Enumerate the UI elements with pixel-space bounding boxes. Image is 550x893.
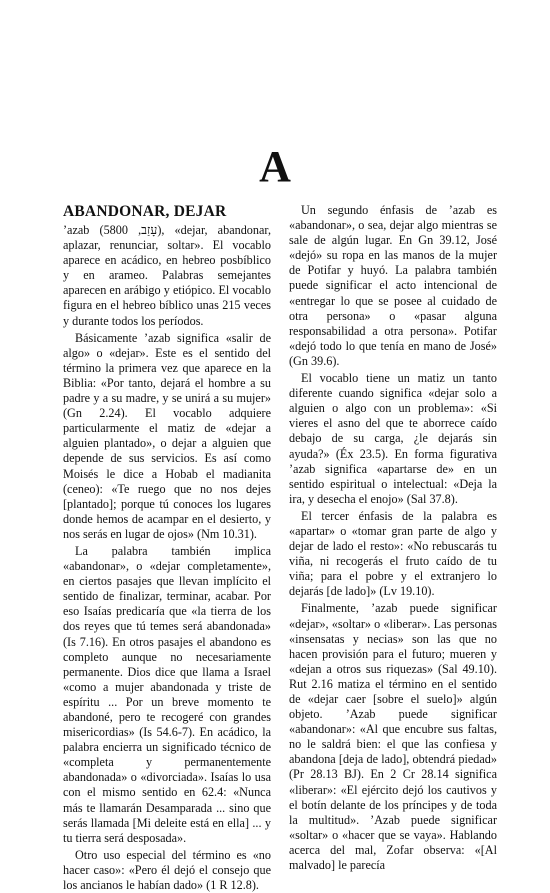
paragraph: El tercer énfasis de la palabra es «apartar» o «tomar gran parte de algo y dejar de lado el resto»: «No rebuscarás tu viña, ni recogerás el fruto caído de tu viña; para el pobre y el extranjero lo dejarás [de lado]» (Lv 19.10). xyxy=(289,508,497,599)
paragraph: Otro uso especial del término es «no hacer caso»: «Pero él dejó el consejo que los ancianos le habían dado» (1 R 12.8). xyxy=(63,847,271,893)
entry-title: ABANDONAR, DEJAR xyxy=(63,203,227,220)
paragraph: La palabra también implica «abandonar», o «dejar completamente», en ciertos pasajes que llevan implícito el sentido de finalizar, terminar, acabar. Por eso Isaías predicaría que «la tierra de los dos reyes que tú temes será abandonada» (Is 7.16). En otros pasajes el abandono es completo aunque no necesariamente permanente. Dios dice que llama a Israel «como a mujer abandonada y triste de espíritu ... Por un breve momento te abandoné, pero te recogeré con grandes misericordias» (Is 54.6-7). En acádico, la palabra encierra un significado técnico de «completa y permanentemente abandonada» o «divorciada». Isaías lo usa con el mismo sentido en 62.4: «Nunca más te llamarán Desamparada ... sino que serás llamada [Mi deleite está en ella] ... y tu tierra será desposada». xyxy=(63,543,271,845)
paragraph: Finalmente, ’azab puede significar «dejar», «soltar» o «liberar». Las personas «insensatas y necias» son las que no hacen provisión para el futuro; mueren y «dejan a otros sus riquezas» (Sal 49.10). Rut 2.16 matiza el término en el sentido de «dejar caer [sobre el suelo]» algún objeto. ’Azab puede significar «abandonar»: «Al que encubre sus faltas, no le saldrá bien: el que las confiesa y abandona [deja de lado], obtendrá piedad» (Pr 28.13 BJ). En 2 Cr 28.14 significa «liberar»: «El ejército dejó los cautivos y el botín delante de los príncipes y de toda la multitud». ’Azab puede significar «soltar» o «hacer que se vaya». Hablando acerca del mal, Zofar observa: «[Al malvado] le parecía xyxy=(289,601,497,873)
section-letter: A xyxy=(259,142,291,191)
right-column xyxy=(289,203,497,873)
paragraph: Básicamente ’azab significa «salir de algo» o «dejar». Este es el sentido del término la primera vez que aparece en la Biblia: «Por tanto, dejará el hombre a su padre y a su madre, y se unirá a su mujer» (Gn 2.24). El vocablo adquiere particularmente el matiz de «dejar a alguien plantado», o dejar a alguien que depende de sus servicios. Es así como Moisés le dice a Hobab el madianita (ceneo): «Te ruego que no nos dejes [plantado]; porque tú conoces los lugares donde hemos de acampar en el desierto, y nos serás en lugar de ojos» (Nm 10.31). xyxy=(63,330,271,541)
paragraph: El vocablo tiene un matiz un tanto diferente cuando significa «dejar solo a alguien o algo con un problema»: «Si vieres el asno del que te aborrece caído debajo de su carga, ¿le dejarás sin ayuda?» (Éx 23.5). En forma figurativa ’azab significa «apartarse de» en un sentido espiritual o intelectual: «Deja la ira, y desecha el enojo» (Sal 37.8). xyxy=(289,371,497,506)
left-column xyxy=(63,203,271,893)
paragraph: ’azab (עָזַב, 5800), «dejar, abandonar, aplazar, renunciar, soltar». El vocablo aparece en acádico, en hebreo posbíblico y en arameo. Palabras semejantes aparecen en arábigo y etiópico. El vocablo figura en el hebreo bíblico unas 215 veces y durante todos los períodos. xyxy=(63,223,271,328)
paragraph: Un segundo énfasis de ’azab es «abandonar», o sea, dejar algo mientras se sale de algún lugar. En Gn 39.12, José «dejó» su ropa en las manos de la mujer de Potifar y huyó. La palabra también puede significar el acto intencional de «entregar lo que se posee al cuidado de otra persona» o «pasar alguna responsabilidad a otra persona». Potifar «dejó todo lo que tenía en mano de José» (Gn 39.6). xyxy=(289,203,497,368)
